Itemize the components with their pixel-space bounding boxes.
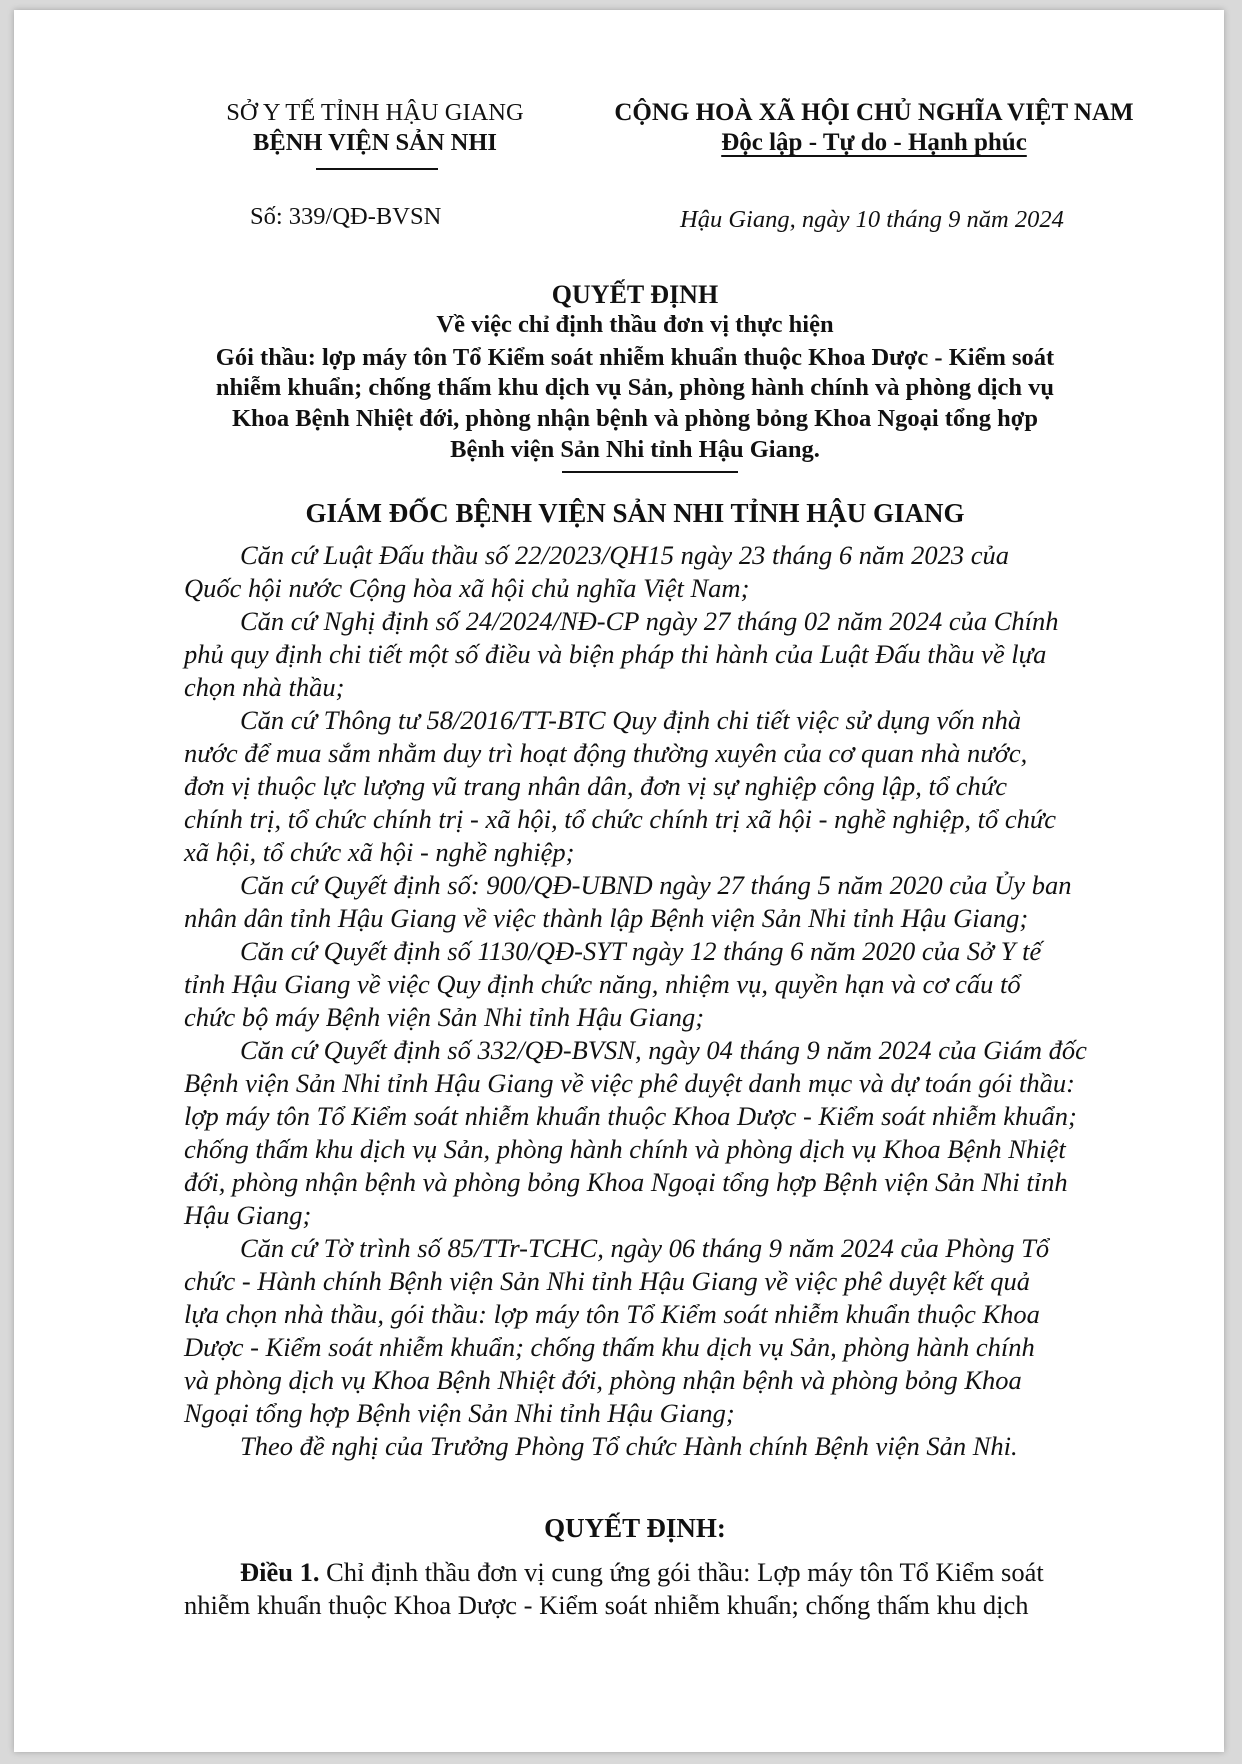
article-1-text: Chỉ định thầu đơn vị cung ứng gói thầu: Lợp máy tôn Tổ Kiểm soát (319, 1557, 1044, 1587)
basis-line: Căn cứ Luật Đấu thầu số 22/2023/QH15 ngày 23 tháng 6 năm 2023 của (240, 540, 1009, 570)
basis-line: Theo đề nghị của Trưởng Phòng Tổ chức Hành chính Bệnh viện Sản Nhi. (240, 1431, 1018, 1461)
basis-line: phủ quy định chi tiết một số điều và biện pháp thi hành của Luật Đấu thầu về lựa (184, 639, 1047, 669)
issuing-authority-underline (316, 168, 438, 170)
basis-line: chọn nhà thầu; (184, 672, 345, 702)
subject-line-3: Khoa Bệnh Nhiệt đới, phòng nhận bệnh và phòng bỏng Khoa Ngoại tổng hợp (232, 405, 1038, 432)
article-1-line-1 (240, 1556, 1110, 1589)
issuing-authority (190, 129, 560, 157)
basis-line: Căn cứ Quyết định số 1130/QĐ-SYT ngày 12 tháng 6 năm 2020 của Sở Y tế (240, 936, 1042, 966)
national-motto (574, 129, 1174, 157)
basis-line: xã hội, tổ chức xã hội - nghề nghiệp; (184, 837, 575, 867)
basis-line: đơn vị thuộc lực lượng vũ trang nhân dân, đơn vị sự nghiệp công lập, tổ chức (184, 771, 1007, 801)
document-page (14, 10, 1224, 1752)
document-subject: Về việc chỉ định thầu đơn vị thực hiện (436, 311, 834, 338)
basis-line: Bệnh viện Sản Nhi tỉnh Hậu Giang về việc phê duyệt danh mục và dự toán gói thầu: (184, 1068, 1075, 1098)
basis-line: nước để mua sắm nhằm duy trì hoạt động thường xuyên của cơ quan nhà nước, (184, 738, 1028, 768)
national-motto-text: Độc lập - Tự do - Hạnh phúc (721, 129, 1027, 156)
authority-heading: GIÁM ĐỐC BỆNH VIỆN SẢN NHI TỈNH HẬU GIANG (305, 498, 965, 528)
basis-line: chức - Hành chính Bệnh viện Sản Nhi tỉnh Hậu Giang về việc phê duyệt kết quả (184, 1266, 1031, 1296)
basis-line: chống thấm khu dịch vụ Sản, phòng hành chính và phòng dịch vụ Khoa Bệnh Nhiệt (184, 1134, 1066, 1164)
basis-line: Căn cứ Thông tư 58/2016/TT-BTC Quy định chi tiết việc sử dụng vốn nhà (240, 705, 1022, 735)
basis-line: và phòng dịch vụ Khoa Bệnh Nhiệt đới, phòng nhận bệnh và phòng bỏng Khoa (184, 1365, 1022, 1395)
title-underline (562, 471, 738, 473)
basis-line: Hậu Giang; (184, 1200, 312, 1230)
article-1-label: Điều 1. (240, 1557, 320, 1587)
subject-line-4: Bệnh viện Sản Nhi tỉnh Hậu Giang. (450, 436, 820, 463)
document-type-heading: QUYẾT ĐỊNH (551, 280, 719, 309)
basis-line: Ngoại tổng hợp Bệnh viện Sản Nhi tỉnh Hậu Giang; (184, 1398, 735, 1428)
basis-line: Căn cứ Quyết định số: 900/QĐ-UBND ngày 27 tháng 5 năm 2020 của Ủy ban (240, 870, 1072, 900)
basis-line: đới, phòng nhận bệnh và phòng bỏng Khoa Ngoại tổng hợp Bệnh viện Sản Nhi tỉnh (184, 1167, 1068, 1197)
basis-line: chức bộ máy Bệnh viện Sản Nhi tỉnh Hậu Giang; (184, 1002, 705, 1032)
basis-line: lợp máy tôn Tổ Kiểm soát nhiễm khuẩn thuộc Khoa Dược - Kiểm soát nhiễm khuẩn; (184, 1101, 1077, 1131)
article-1-line-2: nhiễm khuẩn thuộc Khoa Dược - Kiểm soát nhiễm khuẩn; chống thấm khu dịch (184, 1590, 1029, 1620)
basis-line: chính trị, tổ chức chính trị - xã hội, tổ chức chính trị xã hội - nghề nghiệp, tổ chức (184, 804, 1057, 834)
basis-line: Dược - Kiểm soát nhiễm khuẩn; chống thấm khu dịch vụ Sản, phòng hành chính (184, 1332, 1035, 1362)
issuing-authority-parent: SỞ Y TẾ TỈNH HẬU GIANG (226, 99, 524, 126)
basis-line: Quốc hội nước Cộng hòa xã hội chủ nghĩa Việt Nam; (184, 573, 750, 603)
basis-line: Căn cứ Nghị định số 24/2024/NĐ-CP ngày 27 tháng 02 năm 2024 của Chính (240, 606, 1059, 636)
basis-line: tỉnh Hậu Giang về việc Quy định chức năng, nhiệm vụ, quyền hạn và cơ cấu tổ (184, 969, 1021, 999)
basis-line: Căn cứ Quyết định số 332/QĐ-BVSN, ngày 04 tháng 9 năm 2024 của Giám đốc (240, 1035, 1087, 1065)
place-date: Hậu Giang, ngày 10 tháng 9 năm 2024 (680, 206, 1064, 233)
national-title: CỘNG HOÀ XÃ HỘI CHỦ NGHĨA VIỆT NAM (614, 99, 1134, 126)
basis-line: Căn cứ Tờ trình số 85/TTr-TCHC, ngày 06 tháng 9 năm 2024 của Phòng Tổ (240, 1233, 1050, 1263)
basis-line: nhân dân tỉnh Hậu Giang về việc thành lập Bệnh viện Sản Nhi tỉnh Hậu Giang; (184, 903, 1029, 933)
subject-line-1: Gói thầu: lợp máy tôn Tổ Kiểm soát nhiễm khuẩn thuộc Khoa Dược - Kiểm soát (215, 344, 1055, 371)
issuing-authority-text: BỆNH VIỆN SẢN NHI (253, 129, 497, 156)
document-number: Số: 339/QĐ-BVSN (250, 203, 442, 230)
basis-line: lựa chọn nhà thầu, gói thầu: lợp máy tôn Tổ Kiểm soát nhiễm khuẩn thuộc Khoa (184, 1299, 1040, 1329)
subject-line-2: nhiễm khuẩn; chống thấm khu dịch vụ Sản, phòng hành chính và phòng dịch vụ (215, 374, 1055, 401)
decision-heading: QUYẾT ĐỊNH: (544, 1513, 726, 1543)
